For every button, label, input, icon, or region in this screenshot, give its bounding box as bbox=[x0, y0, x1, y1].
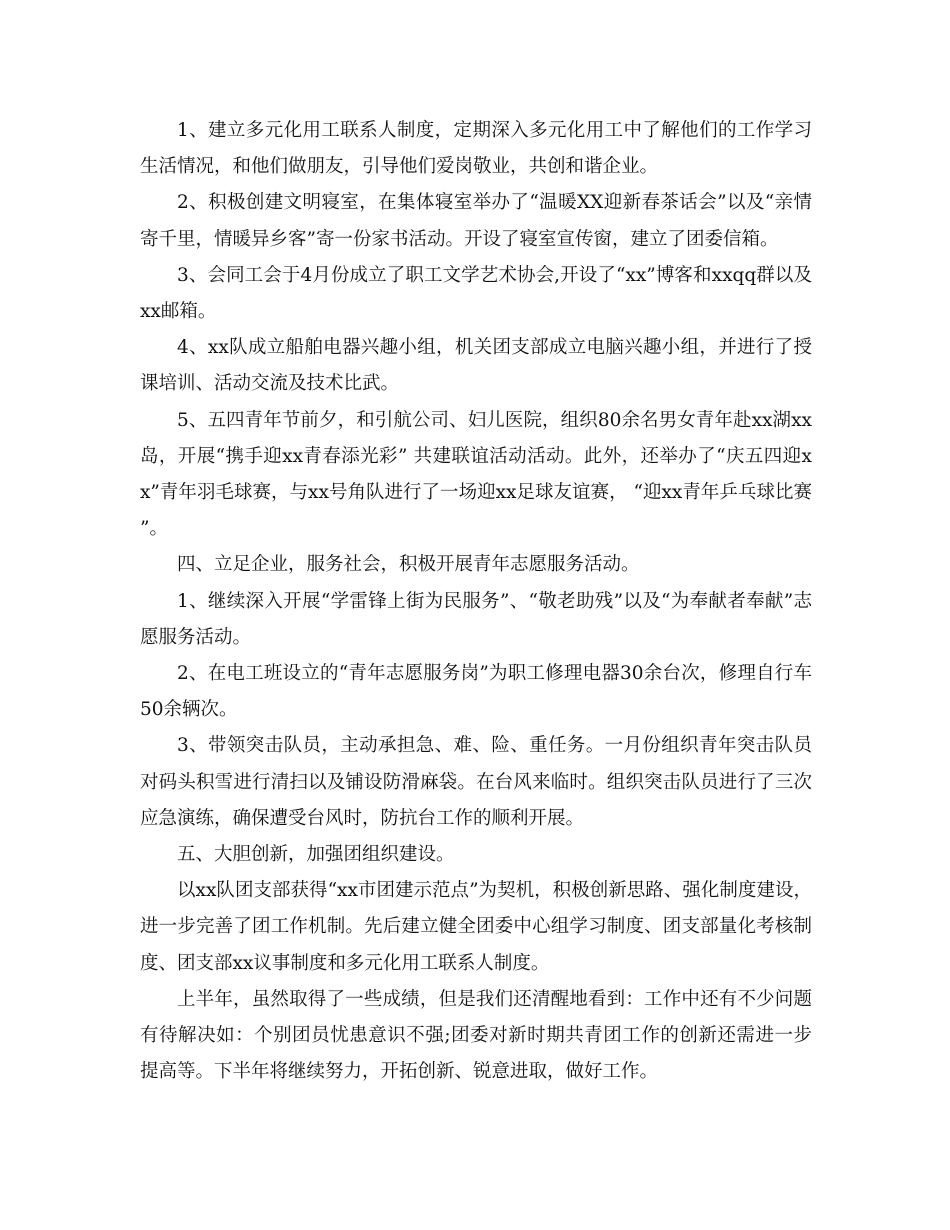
paragraph: 1、建立多元化用工联系人制度，定期深入多元化用工中了解他们的工作学习生活情况，和他们做朋友，引导他们爱岗敬业，共创和谐企业。 bbox=[140, 120, 812, 178]
paragraph: 2、积极创建文明寝室，在集体寝室举办了“温暖XX迎新春茶话会”以及“亲情寄千里，情暖异乡客”寄一份家书活动。开设了寝室宣传窗，建立了团委信箱。 bbox=[140, 192, 812, 250]
paragraph: 3、带领突击队员，主动承担急、难、险、重任务。一月份组织青年突击队员对码头积雪进行清扫以及铺设防滑麻袋。在台风来临时。组织突击队员进行了三次应急演练，确保遭受台风时，防抗台工作的顺利开展。 bbox=[140, 735, 812, 829]
paragraph: 4、xx队成立船舶电器兴趣小组，机关团支部成立电脑兴趣小组，并进行了授课培训、活动交流及技术比武。 bbox=[140, 337, 812, 395]
section-heading: 五、大胆创新，加强团组织建设。 bbox=[177, 844, 455, 866]
paragraph: 5、五四青年节前夕，和引航公司、妇儿医院，组织80余名男女青年赴xx湖xx岛，开展“携手迎xx青春添光彩” 共建联谊活动活动。此外，还举办了“庆五四迎xx”青年羽毛球赛，与xx号角队进行了一场迎xx足球友谊赛， “迎xx青年乒乓球比赛 ”。 bbox=[140, 409, 812, 540]
paragraph: 3、会同工会于4月份成立了职工文学艺术协会,开设了“xx”博客和xxqq群以及xx邮箱。 bbox=[140, 264, 812, 323]
paragraph: 2、在电工班设立的“青年志愿服务岗”为职工修理电器30余台次，修理自行车50余辆次。 bbox=[140, 663, 812, 721]
section-heading: 四、立足企业，服务社会，积极开展青年志愿服务活动。 bbox=[177, 554, 640, 576]
paragraph: 上半年，虽然取得了一些成绩，但是我们还清醒地看到：工作中还有不少问题有待解决如：个别团员忧患意识不强;团委对新时期共青团工作的创新还需进一步提高等。下半年将继续努力，开拓创新、锐意进取，做好工作。 bbox=[140, 988, 812, 1083]
paragraph: 1、继续深入开展“学雷锋上街为民服务”、“敬老助残”以及“为奉献者奉献”志愿服务活动。 bbox=[140, 590, 812, 648]
document-body bbox=[140, 113, 812, 1090]
paragraph: 以xx队团支部获得“xx市团建示范点”为契机，积极创新思路、强化制度建设，进一步完善了团工作机制。先后建立健全团委中心组学习制度、团支部量化考核制度、团支部xx议事制度和多元化用工联系人制度。 bbox=[140, 880, 812, 974]
